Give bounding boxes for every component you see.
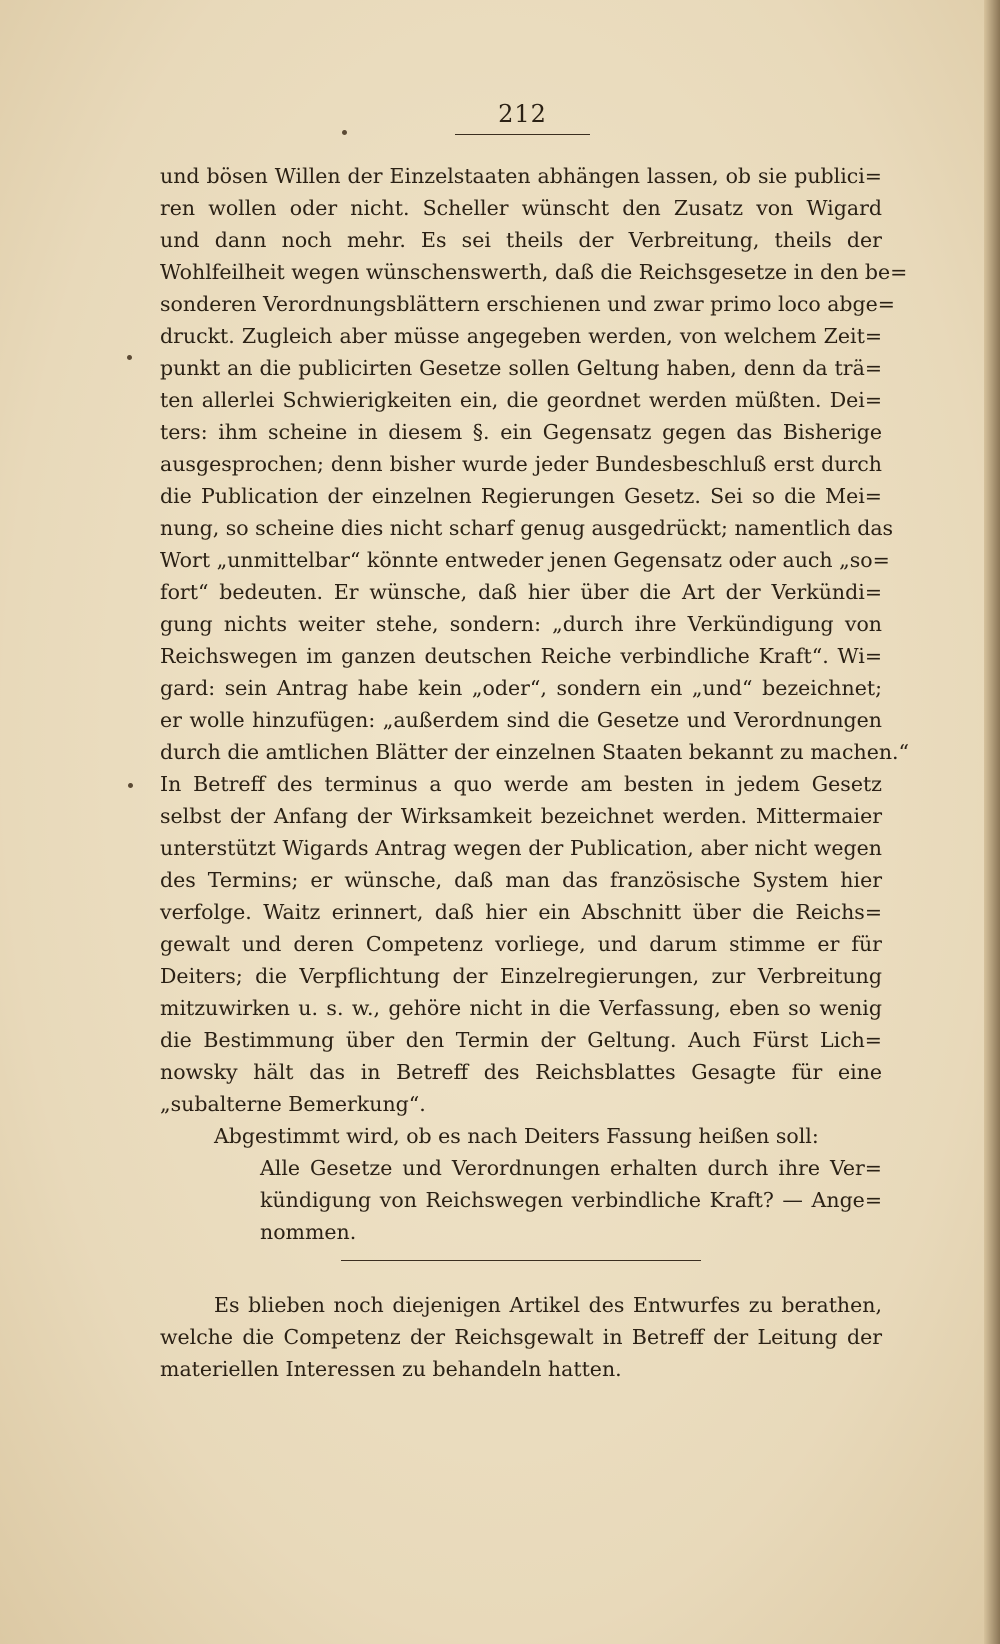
text-line: selbst der Anfang der Wirksamkeit bezeichnet werden. Mittermaier — [160, 804, 882, 828]
vote-text — [160, 1152, 882, 1248]
vote-intro: Abgestimmt wird, ob es nach Deiters Fassung heißen soll: — [214, 1124, 819, 1148]
ink-speck — [127, 355, 132, 360]
text-line: die Bestimmung über den Termin der Geltung. Auch Fürst Lich= — [160, 1028, 882, 1052]
text-line: gewalt und deren Competenz vorliege, und darum stimme er für — [160, 932, 882, 956]
paragraph-2 — [160, 1289, 882, 1385]
text-line: In Betreff des terminus a quo werde am besten in jedem Gesetz — [160, 772, 882, 796]
ink-speck — [342, 130, 347, 135]
text-line: sonderen Verordnungsblättern erschienen und zwar primo loco abge= — [160, 292, 895, 316]
text-line: nowsky hält das in Betreff des Reichsblattes Gesagte für eine — [160, 1060, 882, 1084]
text-line: gung nichts weiter stehe, sondern: „durch ihre Verkündigung von — [160, 612, 882, 636]
text-line: Wohlfeilheit wegen wünschenswerth, daß die Reichsgesetze in den be= — [160, 260, 908, 284]
text-line: mitzuwirken u. s. w., gehöre nicht in die Verfassung, eben so wenig — [160, 996, 882, 1020]
page-edge-shadow — [984, 0, 1000, 1644]
text-line: Alle Gesetze und Verordnungen erhalten durch ihre Ver= — [260, 1156, 882, 1180]
text-line: die Publication der einzelnen Regierungen Gesetz. Sei so die Mei= — [160, 484, 882, 508]
text-line: Deiters; die Verpflichtung der Einzelregierungen, zur Verbreitung — [160, 964, 882, 988]
page-number: 212 — [498, 100, 547, 128]
text-line: unterstützt Wigards Antrag wegen der Publication, aber nicht wegen — [160, 836, 882, 860]
text-line: ters: ihm scheine in diesem §. ein Gegensatz gegen das Bisherige — [160, 420, 882, 444]
text-line: ausgesprochen; denn bisher wurde jeder Bundesbeschluß erst durch — [160, 452, 882, 476]
main-text — [160, 160, 910, 1385]
text-line: er wolle hinzufügen: „außerdem sind die Gesetze und Verordnungen — [160, 708, 882, 732]
text-line: welche die Competenz der Reichsgewalt in Betreff der Leitung der — [160, 1325, 882, 1349]
text-line: kündigung von Reichswegen verbindliche Kraft? — Ange= — [260, 1188, 882, 1212]
text-line: „subalterne Bemerkung“. — [160, 1092, 426, 1116]
text-line: durch die amtlichen Blätter der einzelnen Staaten bekannt zu machen.“ — [160, 740, 910, 764]
text-line: nommen. — [260, 1220, 357, 1244]
text-line: druckt. Zugleich aber müsse angegeben werden, von welchem Zeit= — [160, 324, 882, 348]
paragraph-1 — [160, 160, 910, 1120]
text-line: ten allerlei Schwierigkeiten ein, die geordnet werden müßten. Dei= — [160, 388, 882, 412]
text-line: fort“ bedeuten. Er wünsche, daß hier über die Art der Verkündi= — [160, 580, 882, 604]
text-line: verfolge. Waitz erinnert, daß hier ein Abschnitt über die Reichs= — [160, 900, 882, 924]
section-rule — [341, 1260, 701, 1261]
text-line: Reichswegen im ganzen deutschen Reiche verbindliche Kraft“. Wi= — [160, 644, 882, 668]
text-line: und dann noch mehr. Es sei theils der Verbreitung, theils der — [160, 228, 882, 252]
text-line: und bösen Willen der Einzelstaaten abhängen lassen, ob sie publici= — [160, 164, 882, 188]
text-line: nung, so scheine dies nicht scharf genug ausgedrückt; namentlich das — [160, 516, 894, 540]
text-line: punkt an die publicirten Gesetze sollen Geltung haben, denn da trä= — [160, 356, 882, 380]
ink-speck — [128, 783, 133, 788]
text-line: des Termins; er wünsche, daß man das französische System hier — [160, 868, 882, 892]
header-rule — [455, 134, 590, 135]
text-line: gard: sein Antrag habe kein „oder“, sondern ein „und“ bezeichnet; — [160, 676, 882, 700]
text-line: Wort „unmittelbar“ könnte entweder jenen Gegensatz oder auch „so= — [160, 548, 890, 572]
text-line: ren wollen oder nicht. Scheller wünscht den Zusatz von Wigard — [160, 196, 882, 220]
text-line: materiellen Interessen zu behandeln hatten. — [160, 1357, 622, 1381]
text-line: Es blieben noch diejenigen Artikel des Entwurfes zu berathen, — [214, 1293, 882, 1317]
